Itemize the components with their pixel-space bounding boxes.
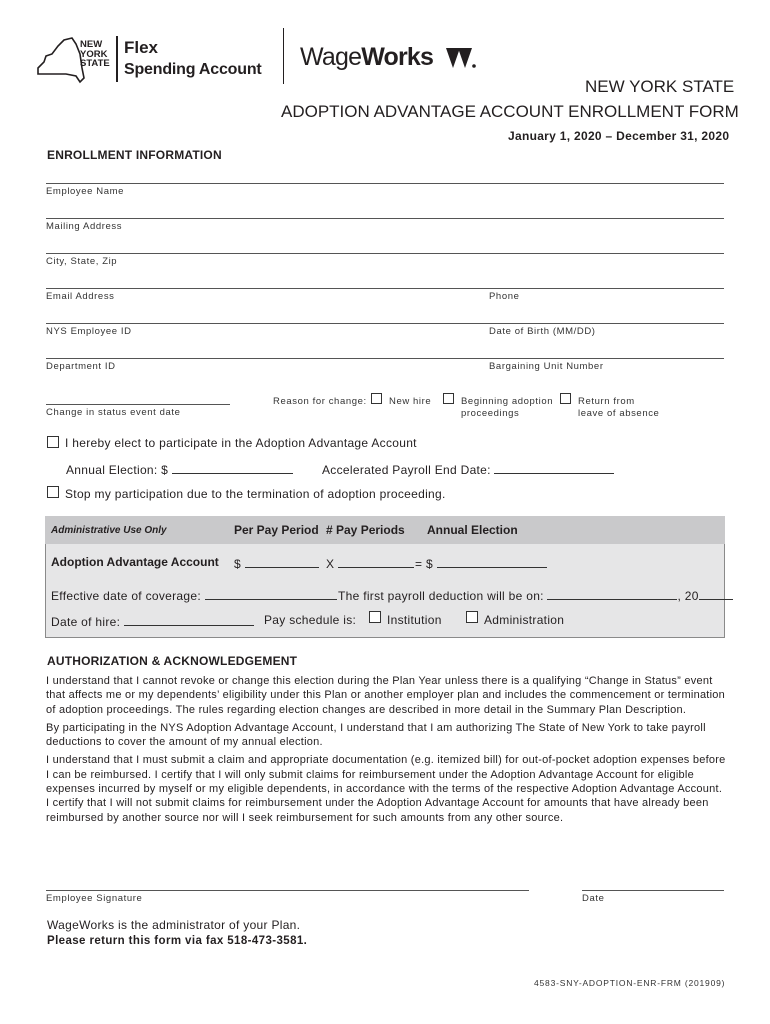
participate-checkbox[interactable] (47, 436, 59, 448)
per-pay-period-row (234, 555, 319, 571)
institution-label: Institution (387, 613, 442, 627)
phone-label: Phone (489, 291, 520, 302)
authorization-heading: AUTHORIZATION & ACKNOWLEDGEMENT (47, 654, 298, 668)
fax-instructions: Please return this form via fax 518-473-3581. (47, 935, 308, 947)
date-of-birth-label: Date of Birth (MM/DD) (489, 326, 596, 337)
reason-for-change-label: Reason for change: (273, 396, 367, 407)
times-sign: X (326, 557, 335, 571)
administrator-note: WageWorks is the administrator of your Plan. (47, 918, 301, 932)
mailing-address-field[interactable] (46, 218, 724, 219)
signature-date-field[interactable] (582, 890, 724, 891)
effective-date-input[interactable] (205, 587, 337, 600)
accelerated-row (322, 461, 614, 477)
year-prefix: , 20 (677, 589, 699, 603)
reason-beginning-adoption-label: Beginning adoption proceedings (461, 396, 554, 419)
administration-checkbox[interactable] (466, 611, 478, 623)
city-state-zip-label: City, State, Zip (46, 256, 118, 267)
date-of-hire-label: Date of hire: (51, 615, 121, 629)
equals-dollar-sign: = $ (415, 557, 433, 571)
mailing-address-label: Mailing Address (46, 221, 123, 232)
signature-date-label: Date (582, 893, 605, 904)
reason-beginning-adoption-checkbox[interactable] (443, 393, 454, 404)
employee-name-label: Employee Name (46, 186, 125, 197)
per-pay-period-input[interactable] (245, 555, 319, 568)
department-bargaining-field[interactable] (46, 358, 724, 359)
date-of-hire-row (51, 613, 254, 629)
accelerated-label: Accelerated Payroll End Date: (322, 463, 491, 477)
authorization-paragraph-1: I understand that I cannot revoke or change this election during the Plan Year unless there is a qualifying “Change in Status” event that affects me or my dependents’ eligibility under this Plan or another employer plan and includes the commencement or termination of adoption proceedings. The rules regarding election changes are described in more detail in the Summary Plan Description. (46, 675, 726, 716)
first-deduction-row (338, 587, 733, 603)
reason-return-leave-label: Return from leave of absence (578, 396, 660, 419)
header-divider (283, 28, 284, 84)
annual-election-row (66, 461, 293, 477)
form-code: 4583-SNY-ADOPTION-ENR-FRM (201909) (534, 978, 726, 988)
reason-new-hire-checkbox[interactable] (371, 393, 382, 404)
reason-return-leave-checkbox[interactable] (560, 393, 571, 404)
flex-title: Flex (124, 38, 159, 57)
change-event-date-field[interactable] (46, 404, 230, 405)
date-of-hire-input[interactable] (124, 613, 254, 626)
email-phone-field[interactable] (46, 288, 724, 289)
first-deduction-label: The first payroll deduction will be on: (338, 589, 544, 603)
form-title: ADOPTION ADVANTAGE ACCOUNT ENROLLMENT FORM (281, 102, 739, 121)
employee-signature-label: Employee Signature (46, 893, 143, 904)
change-event-date-label: Change in status event date (46, 407, 181, 418)
employee-id-dob-field[interactable] (46, 323, 724, 324)
institution-checkbox[interactable] (369, 611, 381, 623)
annual-election-admin-input[interactable] (437, 555, 547, 568)
participate-label: I hereby elect to participate in the Adoption Advantage Account (65, 436, 417, 450)
department-id-label: Department ID (46, 361, 116, 372)
employee-name-field[interactable] (46, 183, 724, 184)
authorization-body (46, 674, 726, 825)
dollar-sign: $ (234, 557, 241, 571)
annual-election-header: Annual Election (427, 523, 518, 537)
enrollment-heading: ENROLLMENT INFORMATION (47, 148, 222, 162)
logo-divider (116, 36, 118, 82)
adoption-account-row-label: Adoption Advantage Account (51, 555, 219, 569)
date-range: January 1, 2020 – December 31, 2020 (508, 129, 730, 143)
annual-election-label: Annual Election: $ (66, 463, 169, 477)
effective-date-row (51, 587, 337, 603)
num-pay-periods-header: # Pay Periods (326, 523, 405, 537)
nys-logo-text: NEW YORK STATE (80, 39, 110, 69)
nys-employee-id-label: NYS Employee ID (46, 326, 132, 337)
stop-participation-checkbox[interactable] (47, 486, 59, 498)
spending-account-title: Spending Account (124, 61, 262, 78)
annual-election-admin-row (415, 555, 547, 571)
stop-participation-label: Stop my participation due to the termination of adoption proceeding. (65, 487, 446, 501)
per-pay-period-header: Per Pay Period (234, 523, 319, 537)
effective-date-label: Effective date of coverage: (51, 589, 201, 603)
annual-election-input[interactable] (172, 461, 293, 474)
num-pay-periods-input[interactable] (338, 555, 414, 568)
state-title: NEW YORK STATE (585, 77, 735, 96)
wageworks-logo: WageWorks (300, 43, 434, 71)
email-address-label: Email Address (46, 291, 115, 302)
bargaining-unit-label: Bargaining Unit Number (489, 361, 604, 372)
authorization-paragraph-2: By participating in the NYS Adoption Advantage Account, I understand that I am authorizing The State of New York to take payroll deductions to cover the amount of my annual election. (46, 721, 706, 749)
reason-new-hire-label: New hire (389, 396, 432, 407)
authorization-paragraph-3: I understand that I must submit a claim and appropriate documentation (e.g. itemized bill) for out-of-pocket adoption expenses before I can be reimbursed. I certify that I will only submit claims for reimbursement under the Adoption Advantage Account for eligible expenses incurred by myself or my eligible dependents, in accordance with the terms of the respective Adoption Advantage Account. I certify that I will not submit claims for reimbursement under the Adoption Advantage Account for amounts that have already been reimbursed by another source nor will I seek reimbursement for such amounts from any other source. (46, 754, 726, 824)
administration-label: Administration (484, 613, 565, 627)
pay-schedule-label: Pay schedule is: (264, 613, 357, 627)
pay-periods-row (326, 555, 414, 571)
accelerated-end-date-input[interactable] (494, 461, 614, 474)
first-deduction-input[interactable] (547, 587, 677, 600)
employee-signature-field[interactable] (46, 890, 529, 891)
admin-only-label: Administrative Use Only (51, 525, 167, 536)
first-deduction-year-input[interactable] (699, 587, 733, 600)
city-state-zip-field[interactable] (46, 253, 724, 254)
wageworks-mark-icon (444, 46, 478, 72)
